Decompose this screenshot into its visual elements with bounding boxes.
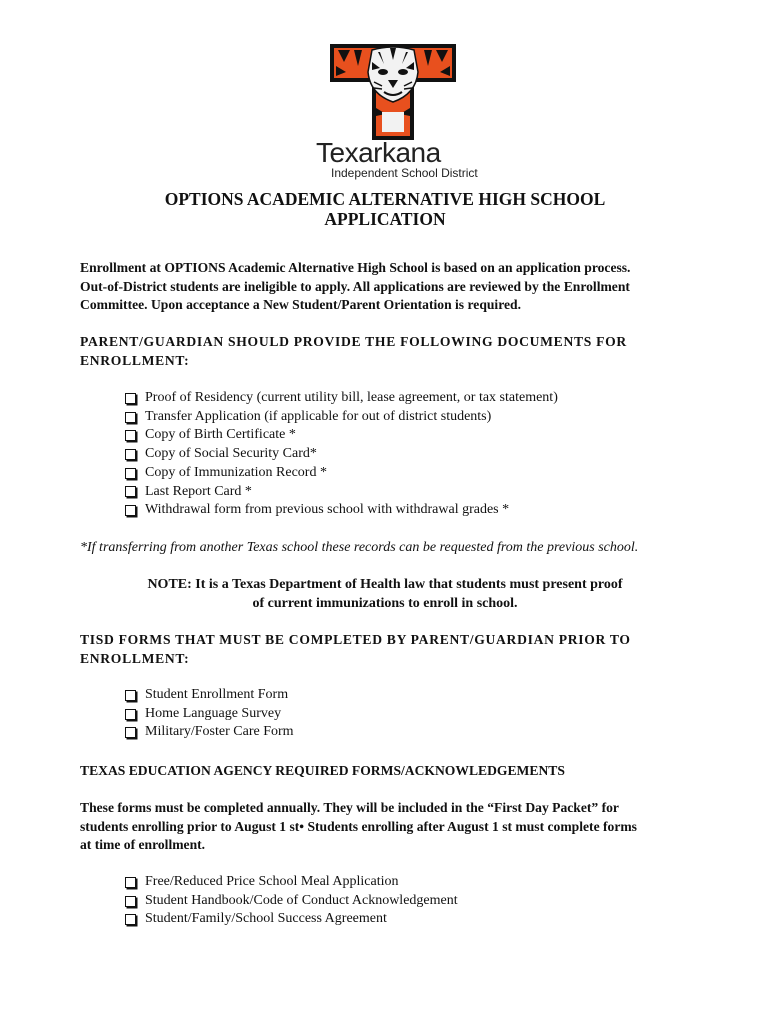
list-item [125,389,685,408]
tea-forms-checklist [125,873,685,929]
documents-checklist [125,389,685,520]
list-item-label: Copy of Social Security Card* [145,446,317,462]
tea-para-line-1: These forms must be completed annually. They will be included in the “First Day Packet” for [80,800,619,815]
list-item [125,408,685,427]
tisd-forms-checklist [125,686,685,742]
list-item-label: Transfer Application (if applicable for out of district students) [145,408,492,424]
checkbox-icon [125,412,136,423]
checkbox-icon [125,914,136,925]
documents-heading [80,333,694,370]
documents-heading-line-2: ENROLLMENT: [80,352,190,368]
checkbox-icon [125,505,136,516]
list-item-label: Free/Reduced Price School Meal Application [145,874,399,889]
page-title [80,189,690,229]
list-item [125,445,685,464]
tea-paragraph [80,799,694,855]
tea-forms-heading: TEXAS EDUCATION AGENCY REQUIRED FORMS/ACKNOWLEDGEMENTS [80,763,565,778]
checkbox-icon [125,896,136,907]
immunization-note [80,576,690,613]
list-item-label: Copy of Birth Certificate * [145,427,296,443]
checkbox-icon [125,690,136,701]
tisd-forms-heading [80,631,694,668]
checkbox-icon [125,449,136,460]
list-item [125,483,685,502]
intro-line-1: Enrollment at OPTIONS Academic Alternative High School is based on an application process. [80,260,631,275]
immunization-note-line-1: NOTE: It is a Texas Department of Health law that students must present proof [147,577,623,592]
tiger-t-logo-icon [328,42,458,142]
checkbox-icon [125,393,136,404]
checkbox-icon [125,468,136,479]
checkbox-icon [125,709,136,720]
list-item [125,686,685,705]
list-item-label: Military/Foster Care Form [145,724,294,740]
district-name: Texarkana [316,137,441,168]
tea-para-line-3: at time of enrollment. [80,837,206,852]
tisd-heading-line-2: ENROLLMENT: [80,650,190,666]
list-item [125,464,685,483]
list-item [125,723,685,742]
intro-line-3: Committee. Upon acceptance a New Student/Parent Orientation is required. [80,297,521,312]
documents-heading-line-1: PARENT/GUARDIAN SHOULD PROVIDE THE FOLLOWING DOCUMENTS FOR [80,334,627,349]
list-item-label: Student Handbook/Code of Conduct Acknowledgement [145,892,458,908]
title-line-1: OPTIONS ACADEMIC ALTERNATIVE HIGH SCHOOL [164,189,606,209]
checkbox-icon [125,430,136,441]
title-line-2: APPLICATION [324,209,446,229]
list-item [125,892,685,911]
list-item-label: Copy of Immunization Record * [145,464,327,480]
list-item [125,910,685,929]
immunization-note-line-2: of current immunizations to enroll in school. [252,595,518,611]
list-item-label: Proof of Residency (current utility bill, lease agreement, or tax statement) [145,390,558,405]
list-item [125,873,685,892]
intro-line-2: Out-of-District students are ineligible to apply. All applications are reviewed by the Enrollment [80,278,630,294]
tea-para-line-2: students enrolling prior to August 1 st• Students enrolling after August 1 st must complete forms [80,818,637,834]
transfer-note: *If transferring from another Texas school these records can be requested from the previous school. [80,540,639,555]
list-item-label: Student/Family/School Success Agreement [145,911,387,927]
list-item [125,501,685,520]
list-item-label: Last Report Card * [145,483,252,499]
checkbox-icon [125,877,136,888]
checkbox-icon [125,727,136,738]
district-subtitle: Independent School District [331,166,478,180]
district-logo [313,42,478,182]
list-item-label: Home Language Survey [145,705,282,721]
intro-paragraph [80,259,694,315]
list-item-label: Withdrawal form from previous school with withdrawal grades * [145,502,510,518]
checkbox-icon [125,486,136,497]
tisd-heading-line-1: TISD FORMS THAT MUST BE COMPLETED BY PARENT/GUARDIAN PRIOR TO [80,632,631,647]
list-item [125,705,685,724]
list-item [125,426,685,445]
list-item-label: Student Enrollment Form [145,687,289,702]
